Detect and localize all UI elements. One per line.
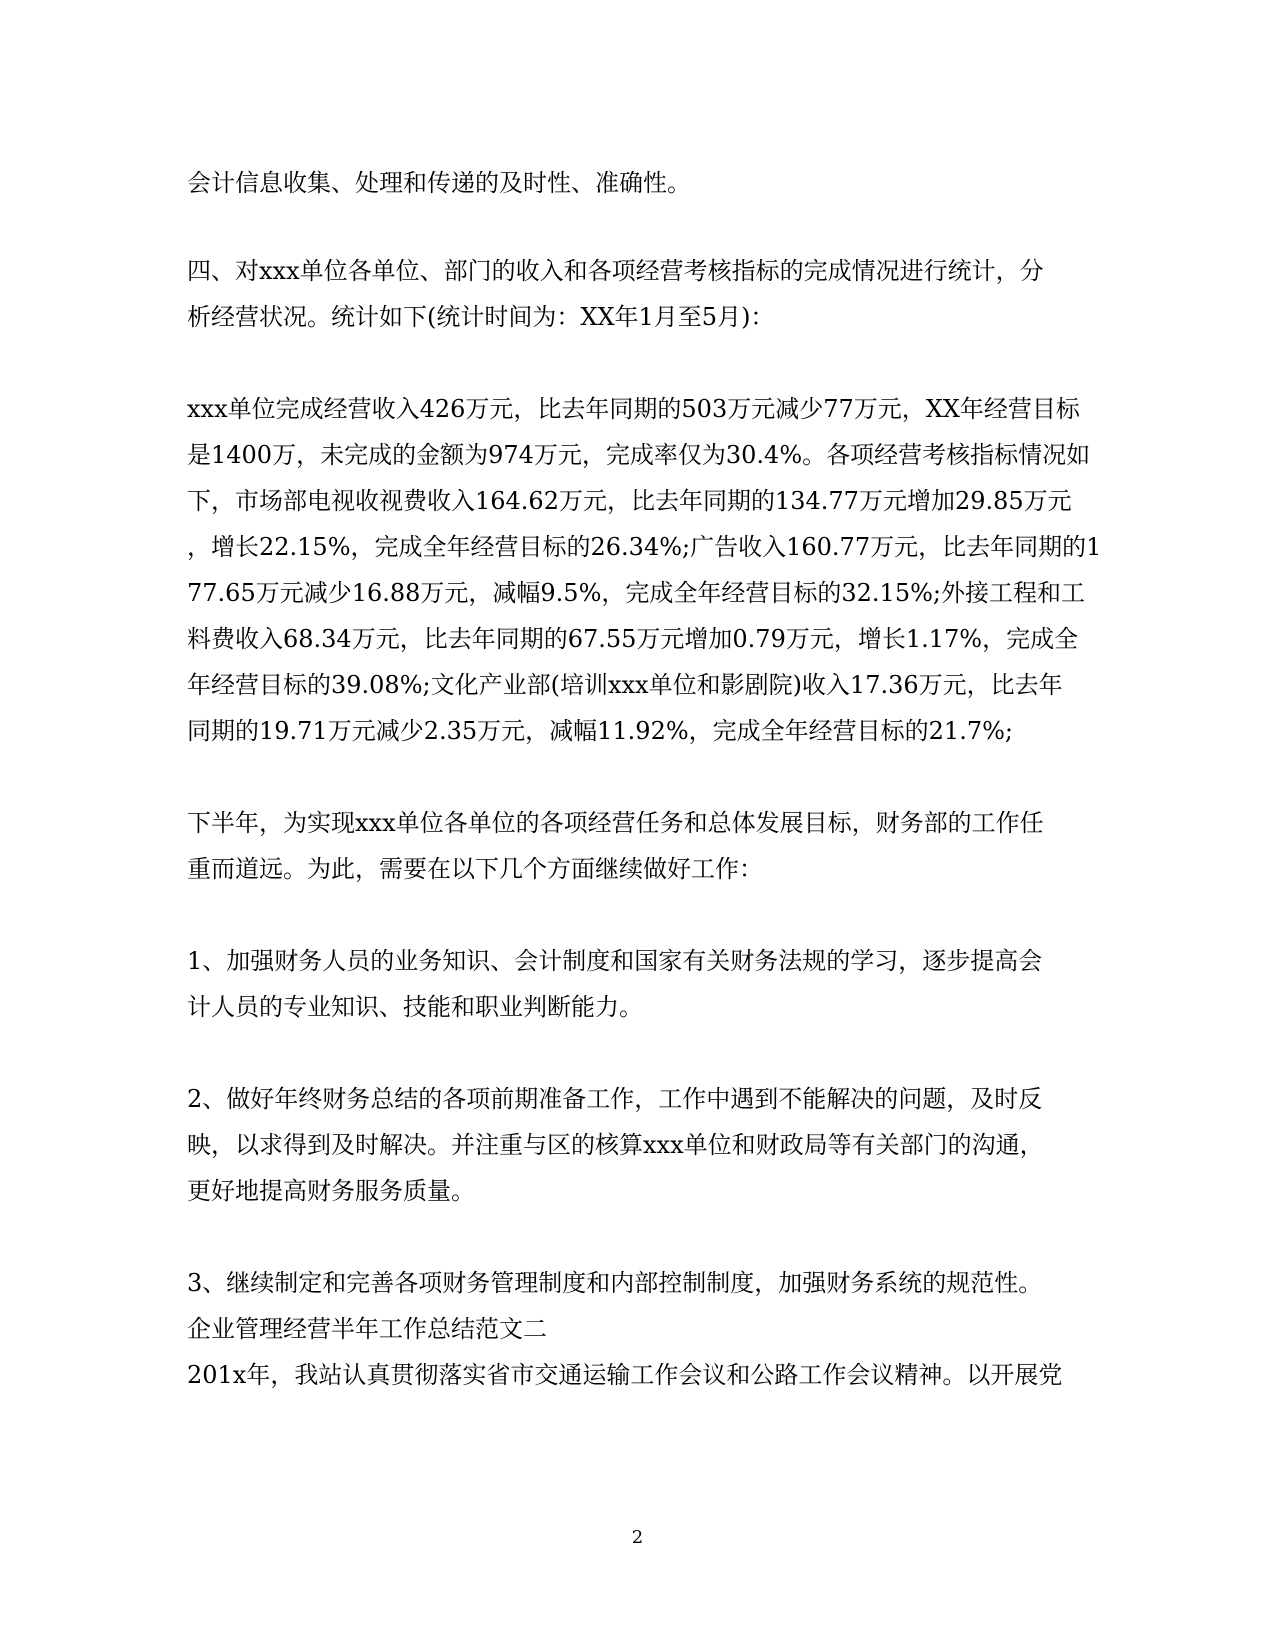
page-number: 2 bbox=[631, 1527, 644, 1548]
text-line: 下半年，为实现xxx单位各单位的各项经营任务和总体发展目标，财务部的工作任 bbox=[187, 809, 1044, 837]
text-line: xxx单位完成经营收入426万元，比去年同期的503万元减少77万元，XX年经营目标 bbox=[187, 395, 1080, 423]
text-line: 是1400万，未完成的金额为974万元，完成率仅为30.4%。各项经营考核指标情况如 bbox=[187, 441, 1091, 469]
text-line: 映，以求得到及时解决。并注重与区的核算xxx单位和财政局等有关部门的沟通， bbox=[187, 1131, 1044, 1159]
text-line: 四、对xxx单位各单位、部门的收入和各项经营考核指标的完成情况进行统计，分 bbox=[187, 257, 1044, 285]
text-line: 计人员的专业知识、技能和职业判断能力。 bbox=[187, 993, 643, 1021]
text-line: 料费收入68.34万元，比去年同期的67.55万元增加0.79万元，增长1.17%，完成全 bbox=[187, 625, 1079, 653]
text-line: 同期的19.71万元减少2.35万元，减幅11.92%，完成全年经营目标的21.7%; bbox=[187, 717, 1013, 745]
text-line: 3、继续制定和完善各项财务管理制度和内部控制制度，加强财务系统的规范性。 bbox=[187, 1269, 1043, 1297]
text-line: 析经营状况。统计如下(统计时间为：XX年1月至5月)： bbox=[187, 303, 775, 331]
text-line: ，增长22.15%，完成全年经营目标的26.34%;广告收入160.77万元，比去年同期的1 bbox=[187, 533, 1102, 561]
text-line: 更好地提高财务服务质量。 bbox=[187, 1177, 475, 1205]
text-line: 会计信息收集、处理和传递的及时性、准确性。 bbox=[187, 169, 691, 197]
text-line: 年经营目标的39.08%;文化产业部(培训xxx单位和影剧院)收入17.36万元，比去年 bbox=[187, 671, 1063, 699]
text-line: 201x年，我站认真贯彻落实省市交通运输工作会议和公路工作会议精神。以开展党 bbox=[187, 1361, 1063, 1389]
text-line: 77.65万元减少16.88万元，减幅9.5%，完成全年经营目标的32.15%;外接工程和工 bbox=[187, 579, 1085, 607]
text-line: 2、做好年终财务总结的各项前期准备工作，工作中遇到不能解决的问题，及时反 bbox=[187, 1085, 1043, 1113]
text-line: 下，市场部电视收视费收入164.62万元，比去年同期的134.77万元增加29.85万元 bbox=[187, 487, 1072, 515]
text-line: 1、加强财务人员的业务知识、会计制度和国家有关财务法规的学习，逐步提高会 bbox=[187, 947, 1043, 975]
section-heading: 企业管理经营半年工作总结范文二 bbox=[187, 1315, 547, 1343]
text-line: 重而道远。为此，需要在以下几个方面继续做好工作： bbox=[187, 855, 763, 883]
